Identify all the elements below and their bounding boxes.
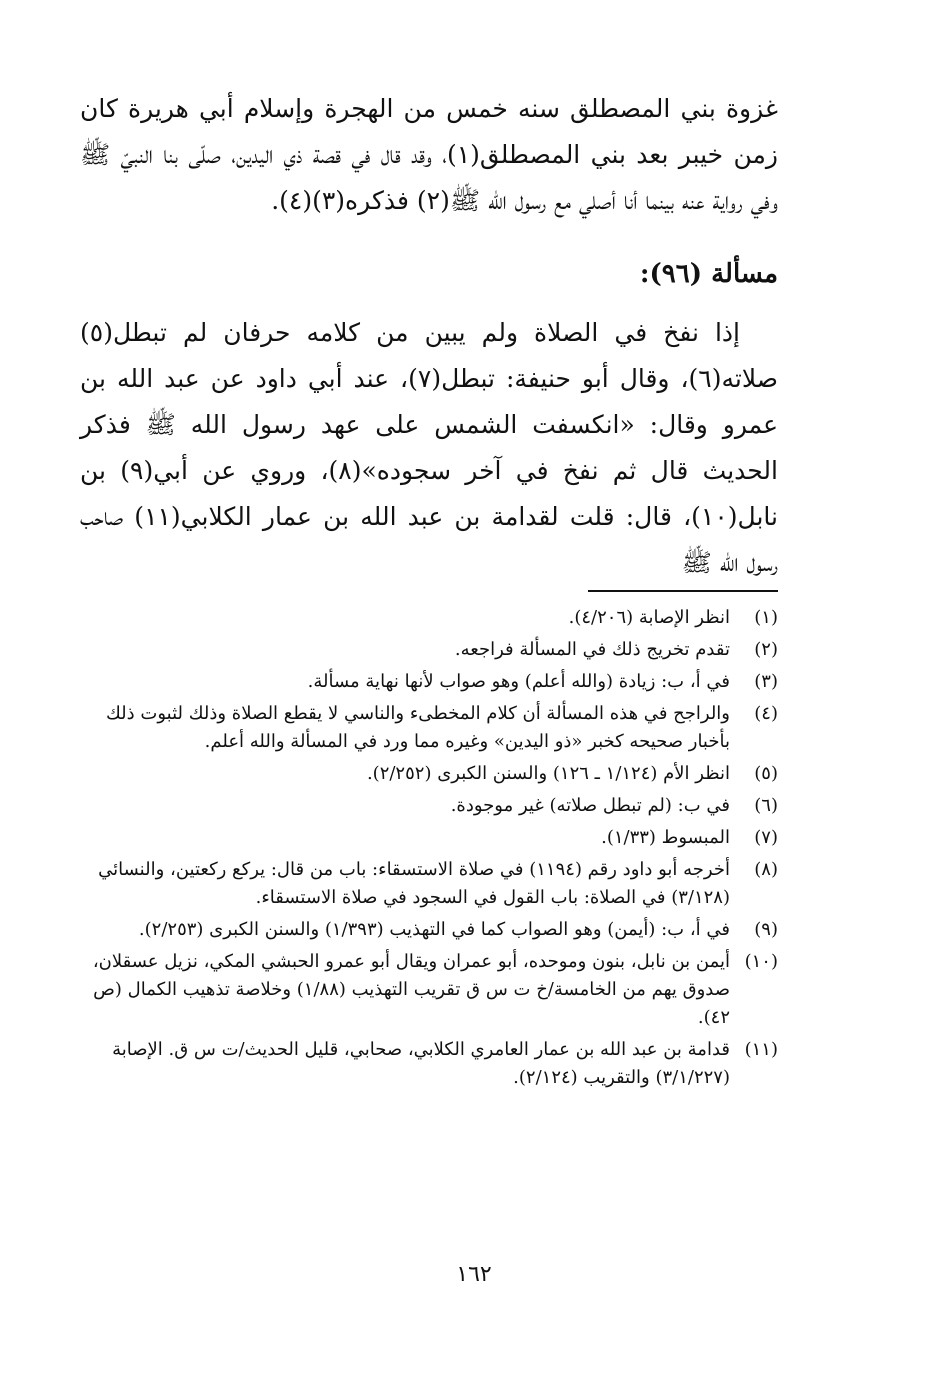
- paragraph-2: إذا نفخ في الصلاة ولم يبين من كلامه حرفان لم تبطل(٥) صلاته(٦)، وقال أبو حنيفة: تبطل(٧)، عند أبي داود عن عبد الله بن عمرو وقال: «انكسفت الشمس على عهد رسول الله ﷺ فذكر الحديث قال ثم نفخ في آخر سجوده»(٨)، وروي عن أبي(٩) بن نابل(١٠)، قال: قلت لقدامة بن عبد الله بن عمار الكلابي(١١) صاحب رسول الله ﷺ: [80, 318, 778, 577]
- footnote-item: [80, 948, 778, 1032]
- footnote-item: [80, 604, 778, 632]
- footnote-number: (٤): [754, 703, 778, 724]
- footnotes: [80, 604, 778, 1096]
- paragraph-1: غزوة بني المصطلق سنه خمس من الهجرة وإسلام أبي هريرة كان زمن خيبر بعد بني المصطلق(١)، وقد قال في قصة ذي اليدين، صلّى بنا النبيّ ﷺ وفي رواية عنه بينما أنا أصلي مع رسول الله ﷺ(٢) فذكره(٣)(٤).: [80, 94, 778, 215]
- footnote-number: (٧): [754, 827, 778, 848]
- footnote-item: [80, 916, 778, 944]
- footnote-text: المبسوط (١/٣٣).: [601, 827, 730, 848]
- footnote-item: [80, 760, 778, 788]
- page-number: ١٦٢: [456, 1262, 492, 1287]
- footnote-number: (٨): [754, 859, 778, 880]
- footnote-text: والراجح في هذه المسألة أن كلام المخطىء والناسي لا يقطع الصلاة وذلك لثبوت ذلك بأخبار صحيحه كخبر «ذو اليدين» وغيره مما ورد في المسألة والله أعلم.: [106, 703, 730, 752]
- footnote-text: في أ، ب: (أيمن) وهو الصواب كما في التهذيب (١/٣٩٣) والسنن الكبرى (٢/٢٥٣).: [138, 919, 730, 940]
- section-heading: مسألة (٩٦):: [639, 259, 778, 289]
- footnote-number: (٥): [754, 763, 778, 784]
- main-text: [80, 86, 778, 586]
- footnote-item: [80, 792, 778, 820]
- footnote-item: [80, 700, 778, 756]
- footnote-number: (٢): [754, 639, 778, 660]
- footnote-text: في أ، ب: زيادة (والله أعلم) وهو صواب لأنها نهاية مسألة.: [307, 671, 730, 692]
- footnote-text: تقدم تخريج ذلك في المسألة فراجعه.: [454, 639, 730, 660]
- footnote-text: انظر الإصابة (٤/٢٠٦).: [568, 607, 730, 628]
- footnote-number: (١١): [744, 1039, 778, 1060]
- footnote-number: (٩): [754, 919, 778, 940]
- footnote-item: [80, 668, 778, 696]
- footnote-number: (٣): [754, 671, 778, 692]
- footnote-text: في ب: (لم تبطل صلاته) غير موجودة.: [450, 795, 730, 816]
- footnote-text: أيمن بن نابل، بنون وموحده، أبو عمران ويقال أبو عمرو الحبشي المكي، نزيل عسقلان، صدوق يهم من الخامسة/خ ت س ق تقريب التهذيب (١/٨٨) وخلاصة تذهيب الكمال (ص ٤٢).: [92, 951, 730, 1028]
- footnote-number: (٦): [754, 795, 778, 816]
- footnote-item: [80, 636, 778, 664]
- footnote-item: [80, 824, 778, 852]
- footnote-text: أخرجه أبو داود رقم (١١٩٤) في صلاة الاستسقاء: باب من قال: يركع ركعتين، والنسائي (٣/١٢٨) في الصلاة: باب القول في السجود في صلاة الاستسقاء.: [98, 859, 730, 908]
- footnote-text: قدامة بن عبد الله بن عمار العامري الكلابي، صحابي، قليل الحديث/ت س ق. الإصابة (٣/١/٢٢٧) والتقريب (٢/١٢٤).: [112, 1039, 730, 1088]
- footnote-item: [80, 856, 778, 912]
- footnote-number: (١): [754, 607, 778, 628]
- footnote-text: انظر الأم (١/١٢٤ ـ ١٢٦) والسنن الكبرى (٢/٢٥٢).: [366, 763, 730, 784]
- footnote-item: [80, 1036, 778, 1092]
- footnote-number: (١٠): [744, 951, 778, 972]
- footnote-divider: [588, 590, 778, 592]
